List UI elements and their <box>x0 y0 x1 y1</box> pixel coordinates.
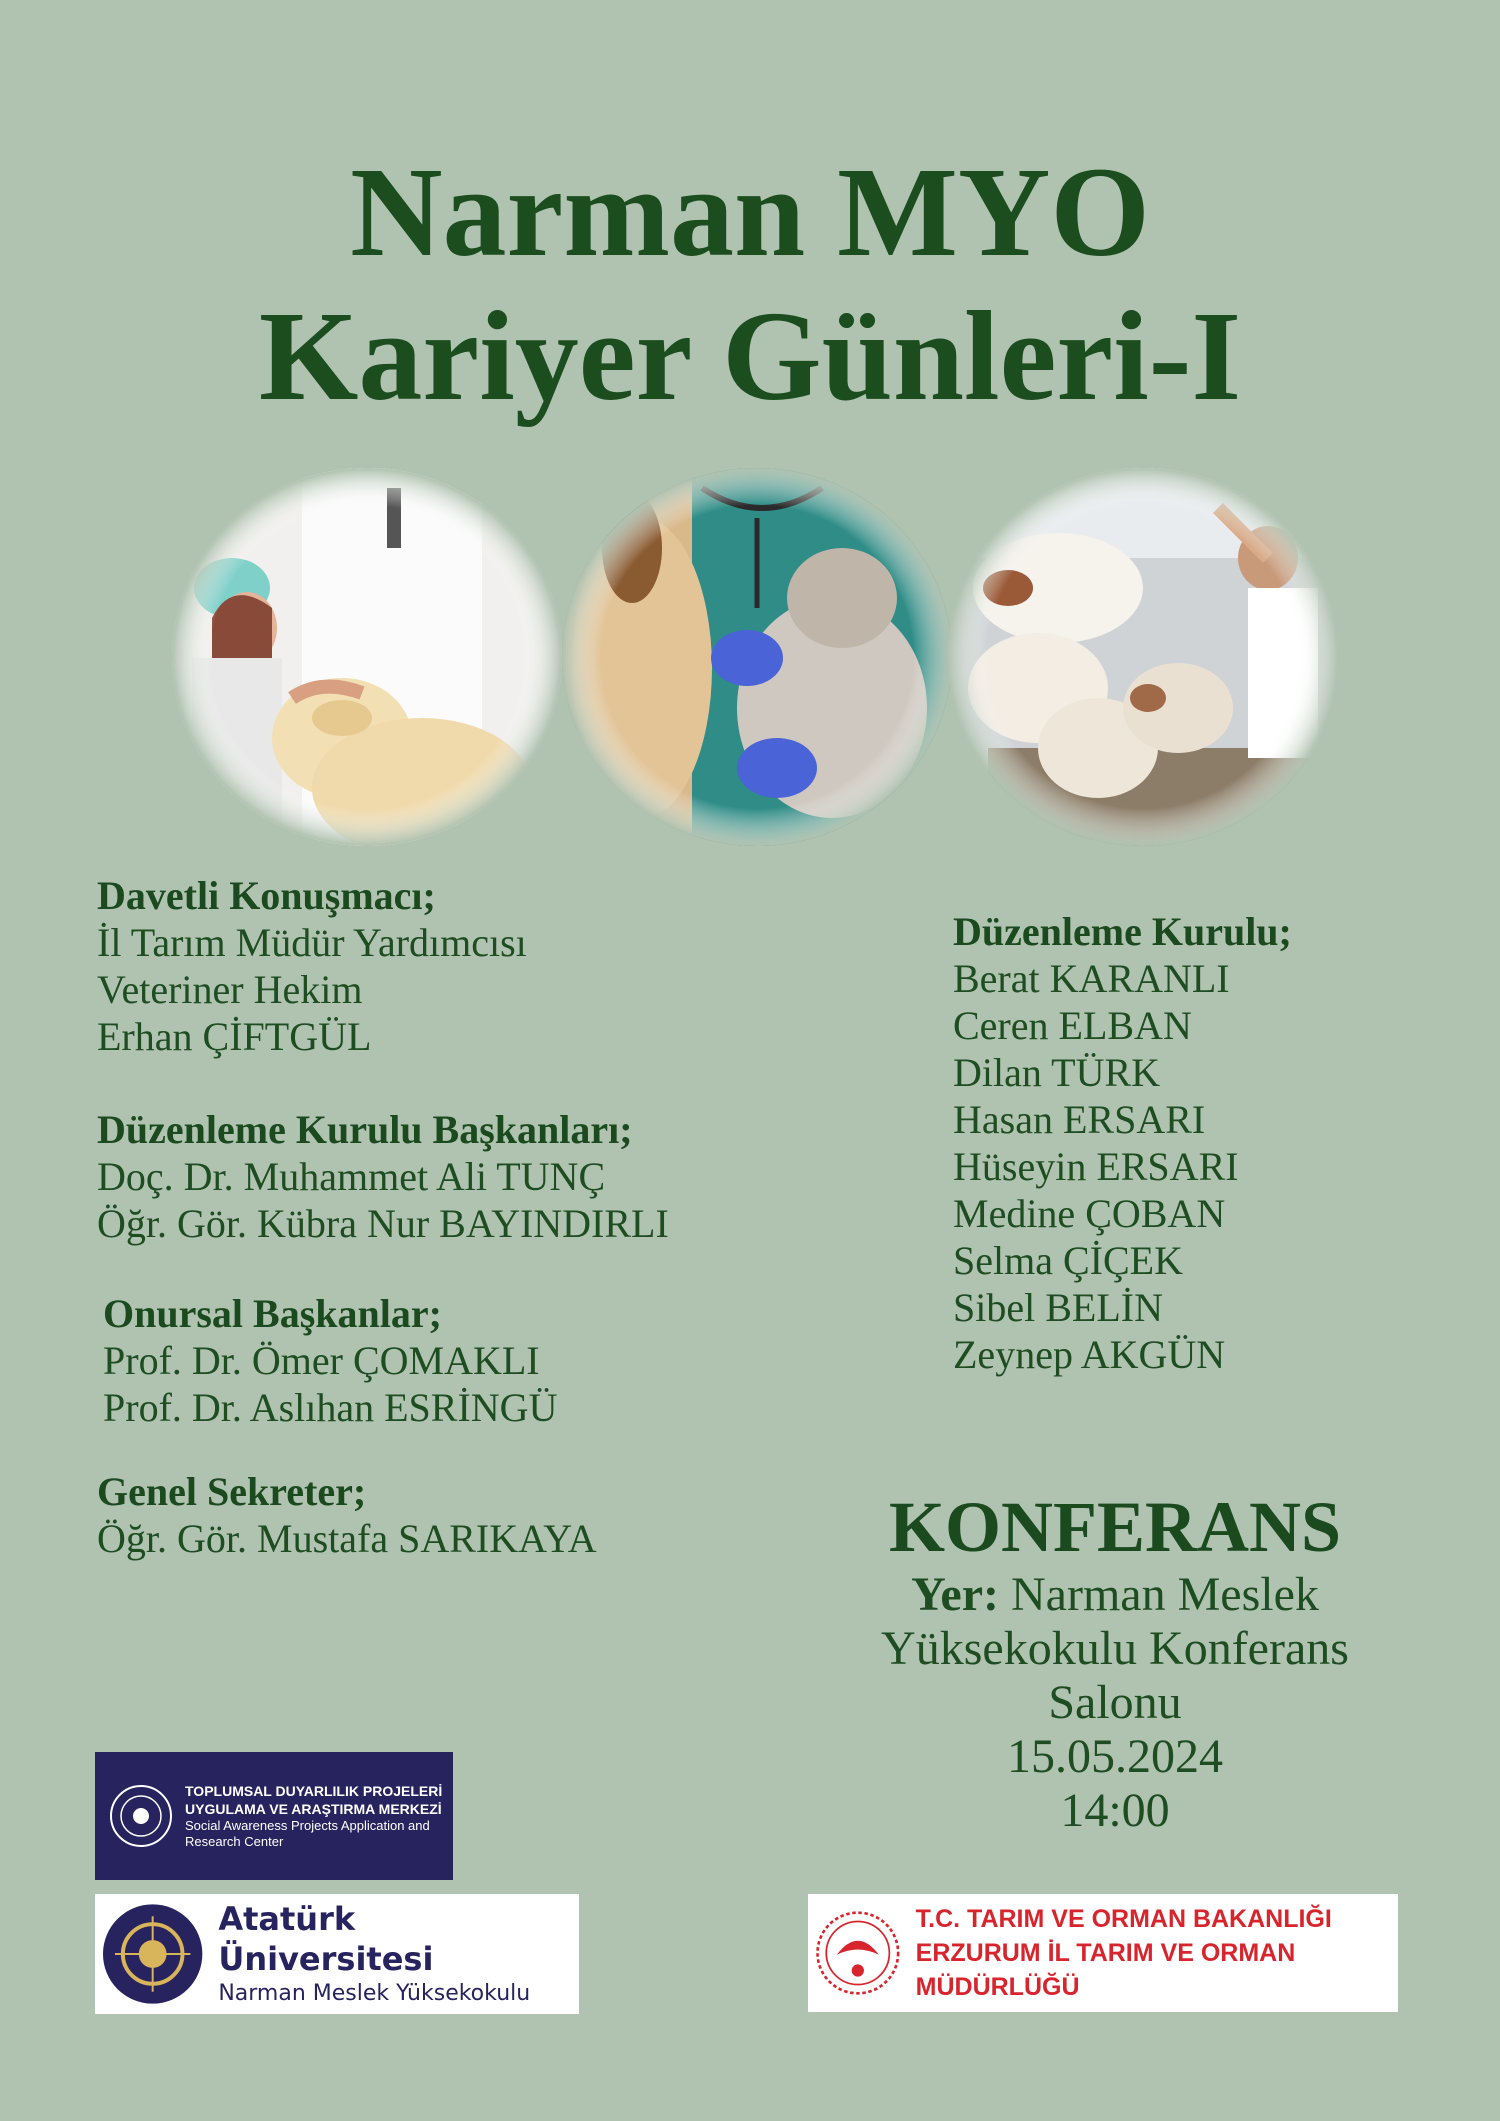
vet-holding-cat-and-dog-photo <box>562 468 952 846</box>
committee-member: Zeynep AKGÜN <box>953 1332 1226 1377</box>
conference-time: 14:00 <box>1060 1784 1170 1837</box>
honorary-chair-name: Prof. Dr. Aslıhan ESRİNGÜ <box>103 1385 558 1430</box>
invited-speaker-line: Veteriner Hekim <box>97 967 363 1012</box>
organizing-committee-heading: Düzenleme Kurulu; <box>953 909 1292 954</box>
venue-line1 <box>830 1568 1400 1622</box>
atu-name: Atatürk Üniversitesi <box>218 1900 434 1978</box>
ataturk-university-emblem-icon <box>101 1902 204 2006</box>
invited-speaker-line: Erhan ÇİFTGÜL <box>97 1014 372 1059</box>
ministry-agriculture-logo <box>808 1894 1398 2012</box>
committee-chairs-section <box>97 1106 669 1247</box>
venue-text: Narman Meslek <box>1011 1568 1319 1621</box>
ministry-emblem-icon <box>814 1903 902 2003</box>
social-awareness-center-logo <box>95 1752 453 1880</box>
committee-chair-name: Doç. Dr. Muhammet Ali TUNÇ <box>97 1154 606 1199</box>
ataturk-university-logo <box>95 1894 579 2014</box>
committee-member: Medine ÇOBAN <box>953 1191 1226 1236</box>
tdp-name-line1: TOPLUMSAL DUYARLILIK PROJELERİ <box>185 1783 443 1799</box>
committee-chair-name: Öğr. Gör. Kübra Nur BAYINDIRLI <box>97 1201 669 1246</box>
committee-member: Berat KARANLI <box>953 956 1230 1001</box>
veterinarian-with-dog-photo <box>172 468 562 846</box>
organizing-committee-section <box>953 908 1292 1378</box>
conference-info <box>830 1486 1400 1838</box>
poster-title-line1: Narman MYO <box>350 141 1150 283</box>
general-secretary-heading: Genel Sekreter; <box>97 1469 367 1514</box>
invited-speaker-heading: Davetli Konuşmacı; <box>97 873 436 918</box>
committee-member: Hasan ERSARI <box>953 1097 1206 1142</box>
poster-title-line2: Kariyer Günleri-I <box>258 285 1242 427</box>
honorary-chair-name: Prof. Dr. Ömer ÇOMAKLI <box>103 1338 540 1383</box>
vet-with-cattle-photo <box>948 468 1338 846</box>
conference-title: KONFERANS <box>888 1487 1342 1567</box>
venue-line3: Salonu <box>1048 1676 1182 1729</box>
university-seal-icon <box>109 1784 173 1848</box>
honorary-chairs-section <box>103 1290 557 1431</box>
committee-member: Ceren ELBAN <box>953 1003 1192 1048</box>
invited-speaker-section <box>97 872 527 1060</box>
venue-line2: Yüksekokulu Konferans <box>881 1622 1349 1675</box>
invited-speaker-line: İl Tarım Müdür Yardımcısı <box>97 920 527 965</box>
committee-member: Dilan TÜRK <box>953 1050 1161 1095</box>
committee-member: Hüseyin ERSARI <box>953 1144 1239 1189</box>
conference-date: 15.05.2024 <box>1007 1730 1223 1783</box>
atu-school: Narman Meslek Yüksekokulu <box>218 1981 531 2006</box>
tdp-name-line3: Social Awareness Projects Application and <box>185 1818 430 1833</box>
committee-chairs-heading: Düzenleme Kurulu Başkanları; <box>97 1107 633 1152</box>
committee-member: Selma ÇİÇEK <box>953 1238 1183 1283</box>
committee-member: Sibel BELİN <box>953 1285 1163 1330</box>
directorate-name: ERZURUM İL TARIM VE ORMAN MÜDÜRLÜĞÜ <box>915 1939 1296 2001</box>
ministry-name: T.C. TARIM VE ORMAN BAKANLIĞI <box>915 1905 1332 1933</box>
venue-label: Yer: <box>911 1568 1000 1621</box>
honorary-chairs-heading: Onursal Başkanlar; <box>103 1291 442 1336</box>
general-secretary-section <box>97 1468 597 1562</box>
tdp-name-line2: UYGULAMA VE ARAŞTIRMA MERKEZİ <box>185 1801 442 1817</box>
tdp-name-line4: Research Center <box>185 1834 284 1849</box>
general-secretary-name: Öğr. Gör. Mustafa SARIKAYA <box>97 1516 597 1561</box>
